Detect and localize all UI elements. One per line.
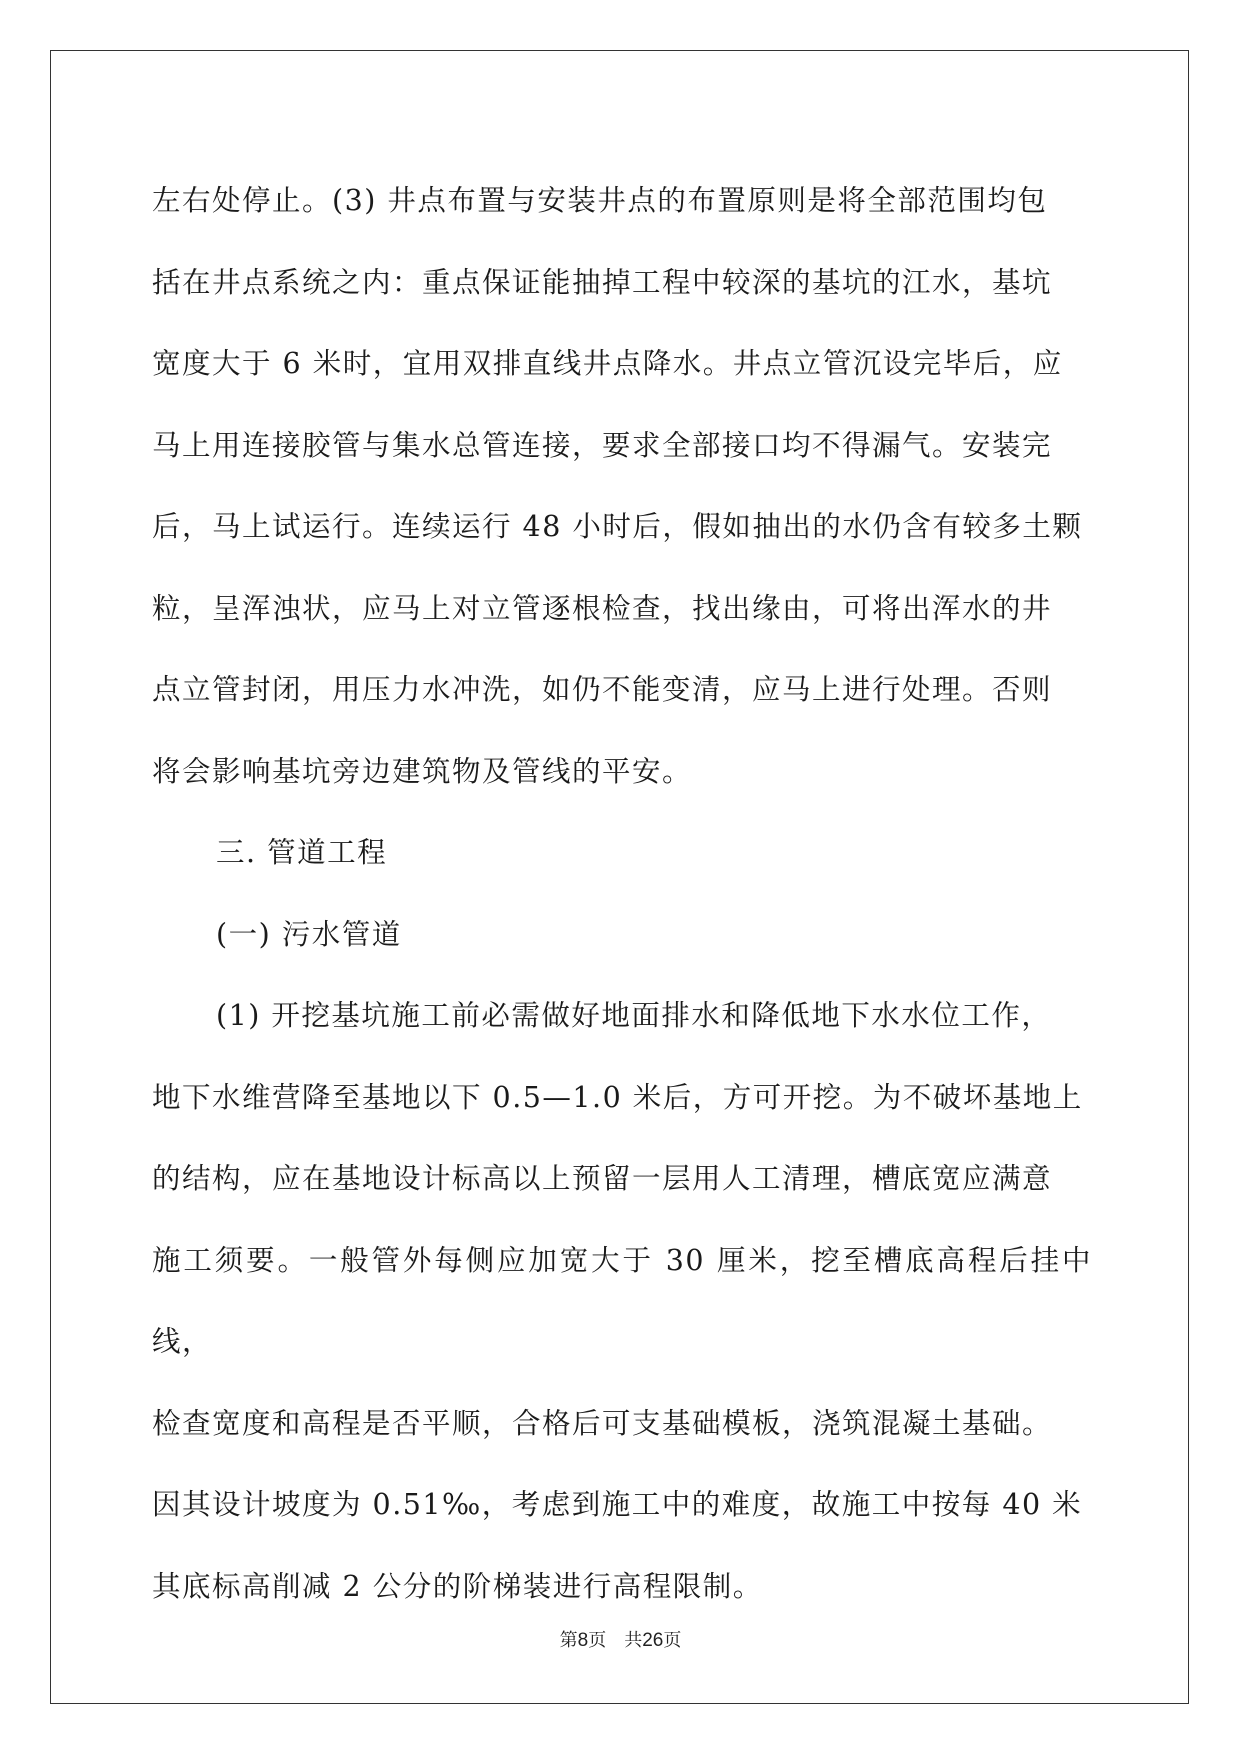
footer-total-pages: 26 xyxy=(642,1630,664,1651)
text-line: 左右处停止。(3) 井点布置与安装井点的布置原则是将全部范围均包 xyxy=(152,184,1048,217)
text-line: (一) 污水管道 xyxy=(216,917,402,951)
footer-page-prefix: 第 xyxy=(559,1630,578,1651)
subsection-heading-sewer xyxy=(152,894,1092,976)
text-line: 地下水维营降至基地以下 0.5—1.0 米后，方可开挖。为不破坏基地上 xyxy=(152,1080,1083,1114)
paragraph-excavation xyxy=(152,975,1092,1627)
text-line: 因其设计坡度为 0.51‰，考虑到施工中的难度，故施工中按每 40 米 xyxy=(152,1488,1083,1521)
text-line: 后，马上试运行。连续运行 48 小时后，假如抽出的水仍含有较多土颗 xyxy=(152,510,1083,543)
text-line: 其底标高削减 2 公分的阶梯装进行高程限制。 xyxy=(152,1569,763,1603)
text-line: 括在井点系统之内：重点保证能抽掉工程中较深的基坑的江水，基坑 xyxy=(152,265,1053,299)
footer-page-number: 8 xyxy=(577,1630,589,1651)
text-line: 的结构，应在基地设计标高以上预留一层用人工清理，槽底宽应满意 xyxy=(152,1162,1053,1195)
text-line: 将会影响基坑旁边建筑物及管线的平安。 xyxy=(152,754,693,788)
footer-total-suffix: 页 xyxy=(663,1630,682,1651)
text-line: 三. 管道工程 xyxy=(216,836,388,869)
footer-total-prefix: 共 xyxy=(624,1630,643,1651)
section-heading-pipeline xyxy=(152,812,1092,894)
text-line: 点立管封闭，用压力水冲洗，如仍不能变清，应马上进行处理。否则 xyxy=(152,673,1053,706)
text-line: 检查宽度和高程是否平顺，合格后可支基础模板，浇筑混凝土基础。 xyxy=(152,1406,1053,1440)
text-line: (1) 开挖基坑施工前必需做好地面排水和降低地下水水位工作， xyxy=(216,999,1052,1032)
page-footer xyxy=(0,1626,1241,1652)
text-line: 粒，呈浑浊状，应马上对立管逐根检查，找出缘由，可将出浑水的井 xyxy=(152,591,1053,625)
document-body xyxy=(152,160,1092,1627)
text-line: 宽度大于 6 米时，宜用双排直线井点降水。井点立管沉设完毕后，应 xyxy=(152,347,1063,380)
text-line: 施工须要。一般管外每侧应加宽大于 30 厘米，挖至槽底高程后挂中线， xyxy=(152,1243,1092,1358)
footer-page-suffix: 页 xyxy=(588,1630,607,1651)
paragraph-wellpoint xyxy=(152,160,1092,812)
text-line: 马上用连接胶管与集水总管连接，要求全部接口均不得漏气。安装完 xyxy=(152,428,1053,462)
